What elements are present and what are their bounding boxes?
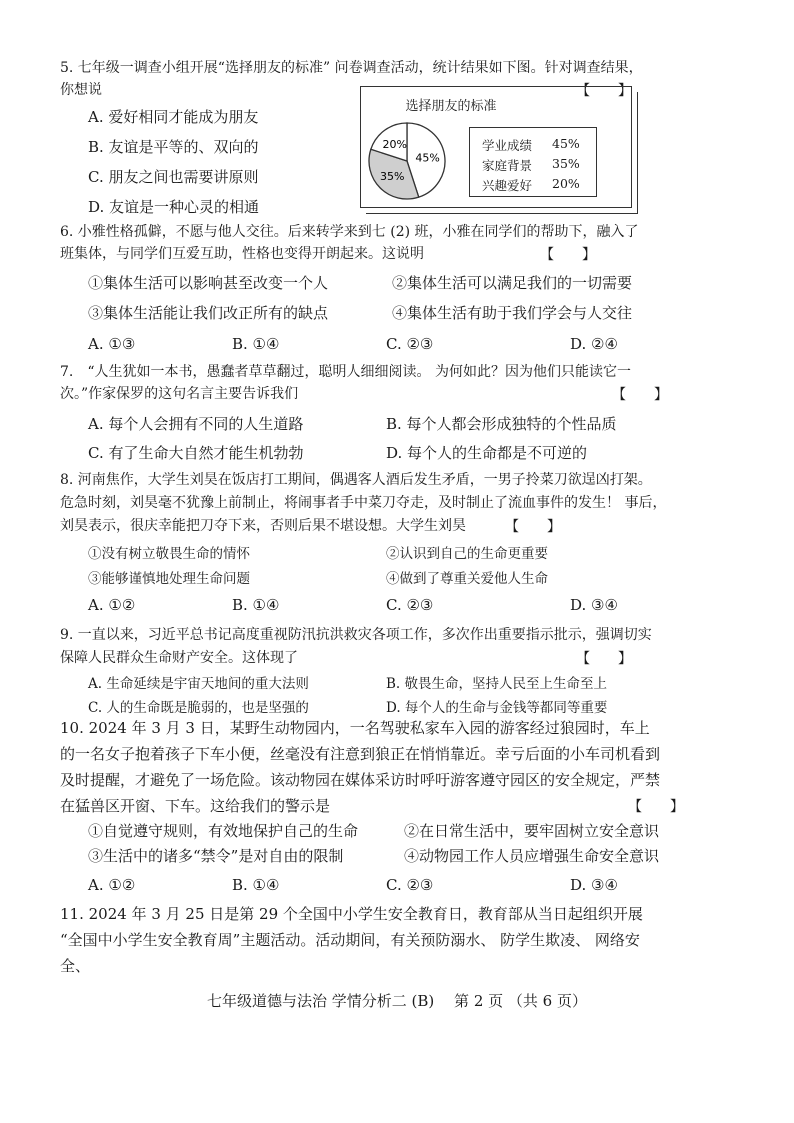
q9-option-b[interactable]: B. 敬畏生命，坚持人民至上生命至上	[386, 676, 608, 692]
q8-item-1: ①没有树立敬畏生命的情怀	[88, 546, 250, 562]
legend-value: 45%	[552, 136, 580, 151]
pie-label: 20%	[382, 138, 407, 152]
q6-item-1: ①集体生活可以影响甚至改变一个人	[88, 274, 329, 292]
q10-item-4: ④动物园工作人员应增强生命安全意识	[404, 847, 660, 865]
q7-option-b[interactable]: B. 每个人都会形成独特的个性品质	[386, 415, 617, 433]
chart-title: 选择朋友的标准	[405, 99, 497, 114]
q6-choice-c[interactable]: C. ②③	[386, 335, 434, 353]
pie-label: 35%	[379, 169, 405, 183]
legend-item	[482, 156, 592, 174]
q6-stem-line1: 6. 小雅性格孤僻，不愿与他人交往。后来转学来到七 (2) 班，小雅在同学们的帮助下，融入了	[60, 224, 639, 240]
q7-option-d[interactable]: D. 每个人的生命都是不可逆的	[386, 444, 588, 462]
legend-name: 学业成绩	[482, 138, 533, 153]
q10-stem-line4: 在猛兽区开窗、下车。这给我们的警示是	[60, 797, 331, 815]
pie-label: 45%	[415, 151, 440, 165]
q8-choice-d[interactable]: D. ③④	[570, 596, 618, 614]
friend-criteria-chart	[360, 86, 632, 208]
page-footer: 七年级道德与法治 学情分析二 (B) 第 2 页 （共 6 页）	[207, 992, 587, 1010]
legend-item	[482, 136, 592, 154]
q9-option-a[interactable]: A. 生命延续是宇宙天地间的重大法则	[88, 676, 309, 692]
q8-choice-b[interactable]: B. ①④	[232, 596, 280, 614]
q5-option-c[interactable]: C. 朋友之间也需要讲原则	[88, 168, 259, 186]
q8-choice-c[interactable]: C. ②③	[386, 596, 434, 614]
q11-stem-line1: 11. 2024 年 3 月 25 日是第 29 个全国中小学生安全教育日，教育部从当日起组织开展	[60, 905, 643, 923]
q10-choice-b[interactable]: B. ①④	[232, 876, 280, 894]
legend-value: 35%	[552, 156, 580, 171]
q8-choice-a[interactable]: A. ①②	[88, 596, 136, 614]
q7-stem-line1: 7. “人生犹如一本书，愚蠢者草草翻过，聪明人细细阅读。 为何如此？因为他们只能读它一	[60, 364, 631, 380]
q11-stem-line3: 全、	[60, 957, 91, 975]
pie-slice-学业成绩	[407, 123, 445, 197]
q10-item-2: ②在日常生活中，要牢固树立安全意识	[404, 822, 660, 840]
q10-item-1: ①自觉遵守规则，有效地保护自己的生命	[88, 822, 359, 840]
q6-answer-bracket[interactable]: 【 】	[540, 247, 596, 263]
q10-stem-line1: 10. 2024 年 3 月 3 日，某野生动物园内，一名驾驶私家车入园的游客经过狼园时，车上	[60, 719, 650, 737]
legend-name: 家庭背景	[482, 158, 533, 173]
q8-item-3: ③能够谨慎地处理生命问题	[88, 571, 250, 587]
q10-choice-c[interactable]: C. ②③	[386, 876, 434, 894]
q6-item-3: ③集体生活能让我们改正所有的缺点	[88, 304, 329, 322]
q5-option-a[interactable]: A. 爱好相同才能成为朋友	[88, 108, 259, 126]
q8-stem-line1: 8. 河南焦作，大学生刘昊在饭店打工期间，偶遇客人酒后发生矛盾，一男子拎菜刀欲逞凶打架。	[60, 472, 652, 488]
q6-choice-d[interactable]: D. ②④	[570, 335, 618, 353]
legend-item	[482, 176, 592, 194]
q10-stem-line3: 及时提醒，才避免了一场危险。该动物园在媒体采访时呼吁游客遵守园区的安全规定，严禁	[60, 771, 661, 789]
q5-option-b[interactable]: B. 友谊是平等的、双向的	[88, 138, 259, 156]
q10-answer-bracket[interactable]: 【 】	[628, 799, 684, 815]
q6-stem-line2: 班集体，与同学们互爱互助，性格也变得开朗起来。这说明	[60, 246, 424, 262]
q7-option-a[interactable]: A. 每个人会拥有不同的人生道路	[88, 415, 304, 433]
q11-stem-line2: “全国中小学生安全教育周”主题活动。活动期间，有关预防溺水、 防学生欺凌、 网络安	[60, 931, 640, 949]
q8-stem-line3: 刘昊表示，很庆幸能把刀夺下来，否则后果不堪设想。大学生刘昊	[60, 518, 466, 534]
q10-choice-a[interactable]: A. ①②	[88, 876, 136, 894]
q8-item-4: ④做到了尊重关爱他人生命	[386, 571, 548, 587]
q9-answer-bracket[interactable]: 【 】	[576, 651, 632, 667]
chart-legend	[469, 127, 597, 197]
pie-slice-家庭背景	[369, 149, 419, 199]
q8-answer-bracket[interactable]: 【 】	[505, 519, 561, 535]
q8-stem-line2: 危急时刻，刘昊毫不犹豫上前制止，将闹事者手中菜刀夺走，及时制止了流血事件的发生！ 事后，	[60, 495, 667, 511]
q6-item-2: ②集体生活可以满足我们的一切需要	[392, 274, 633, 292]
q6-choice-b[interactable]: B. ①④	[232, 335, 280, 353]
q5-stem-line1: 5. 七年级一调查小组开展“选择朋友的标准” 问卷调查活动，统计结果如下图。针对调查结果，	[60, 60, 643, 76]
q7-option-c[interactable]: C. 有了生命大自然才能生机勃勃	[88, 444, 304, 462]
q9-stem-line1: 9. 一直以来，习近平总书记高度重视防汛抗洪救灾各项工作，多次作出重要指示批示，强调切实	[60, 627, 652, 643]
q9-stem-line2: 保障人民群众生命财产安全。这体现了	[60, 650, 298, 666]
q9-option-c[interactable]: C. 人的生命既是脆弱的，也是坚强的	[88, 700, 309, 716]
q9-option-d[interactable]: D. 每个人的生命与金钱等都同等重要	[386, 700, 608, 716]
q10-stem-line2: 的一名女子抱着孩子下车小便，丝毫没有注意到狼正在悄悄靠近。幸亏后面的小车司机看到	[60, 745, 661, 763]
legend-name: 兴趣爱好	[482, 178, 533, 193]
q7-stem-line2: 次。”作家保罗的这句名言主要告诉我们	[60, 386, 299, 402]
q6-item-4: ④集体生活有助于我们学会与人交往	[392, 304, 633, 322]
q10-choice-d[interactable]: D. ③④	[570, 876, 618, 894]
q7-answer-bracket[interactable]: 【 】	[612, 387, 668, 403]
pie-slice-兴趣爱好	[371, 123, 407, 161]
q8-item-2: ②认识到自己的生命更重要	[386, 546, 548, 562]
q6-choice-a[interactable]: A. ①③	[88, 335, 136, 353]
q10-item-3: ③生活中的诸多“禁令”是对自由的限制	[88, 847, 344, 865]
q5-answer-bracket[interactable]: 【 】	[576, 83, 632, 99]
legend-value: 20%	[552, 176, 580, 191]
q5-option-d[interactable]: D. 友谊是一种心灵的相通	[88, 198, 260, 216]
q5-stem-line2: 你想说	[60, 82, 102, 98]
pie-chart	[365, 117, 465, 207]
